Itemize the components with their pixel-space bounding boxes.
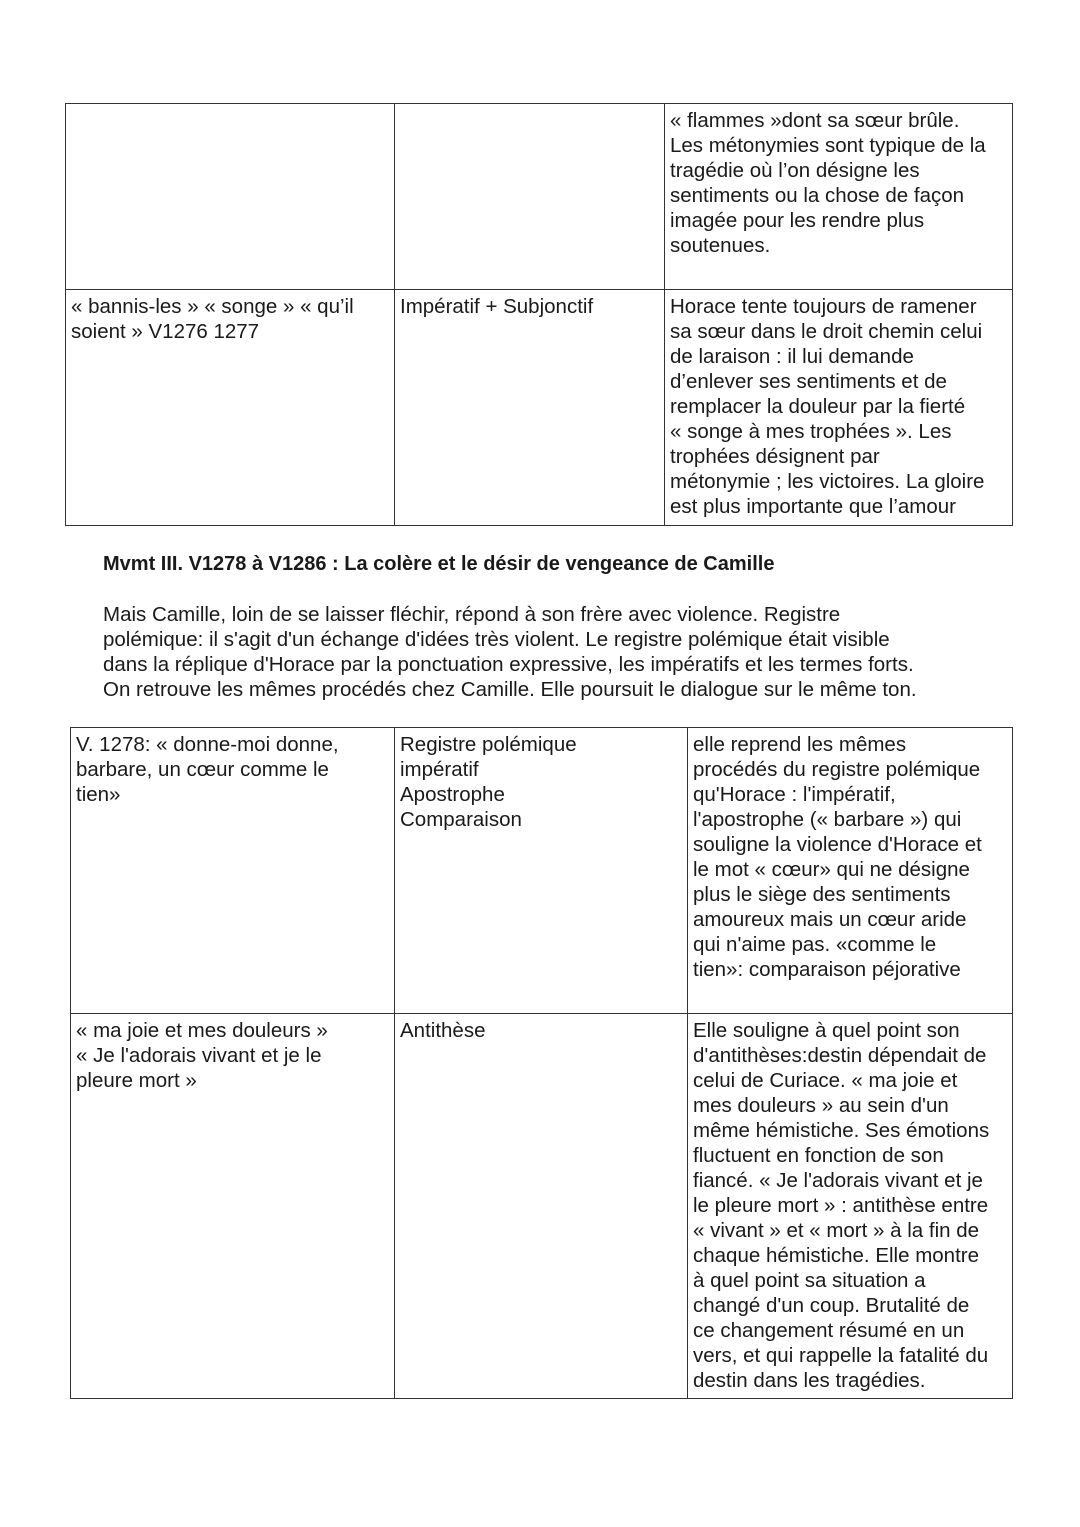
cell-line: soient » V1276 1277 (71, 320, 260, 343)
cell-line: le pleure mort » : antithèse entre (693, 1194, 989, 1217)
paragraph-line: On retrouve les mêmes procédés chez Camille. Elle poursuit le dialogue sur le même ton. (103, 678, 917, 701)
cell-line: barbare, un cœur comme le (76, 758, 329, 781)
cell-line: Registre polémique (400, 733, 577, 756)
cell-line: imagée pour les rendre plus (670, 209, 925, 232)
table-cell-analysis (665, 290, 1013, 526)
cell-line: tien»: comparaison péjorative (693, 958, 961, 981)
cell-line: qui n'aime pas. «comme le (693, 933, 937, 956)
cell-line: à quel point sa situation a (693, 1269, 926, 1292)
cell-line: vers, et qui rappelle la fatalité du (693, 1344, 989, 1367)
cell-line: « songe à mes trophées ». Les (670, 420, 952, 443)
cell-line: Comparaison (400, 808, 522, 831)
table-cell-device (395, 104, 665, 290)
cell-line: soutenues. (670, 234, 771, 257)
analysis-table-1 (65, 103, 1013, 526)
cell-line: « flammes »dont sa sœur brûle. (670, 109, 960, 132)
cell-line: plus le siège des sentiments (693, 883, 951, 906)
table-cell-analysis (688, 1014, 1013, 1399)
cell-line: Horace tente toujours de ramener (670, 295, 977, 318)
paragraph-line: dans la réplique d'Horace par la ponctuation expressive, les impératifs et les termes forts. (103, 653, 914, 676)
cell-line: « bannis-les » « songe » « qu’il (71, 295, 354, 318)
cell-line: l'apostrophe (« barbare ») qui (693, 808, 962, 831)
table-row (66, 104, 1013, 290)
cell-line: tragédie où l’on désigne les (670, 159, 920, 182)
cell-line: Antithèse (400, 1019, 486, 1042)
cell-line: celui de Curiace. « ma joie et (693, 1069, 958, 1092)
cell-line: Elle souligne à quel point son (693, 1019, 960, 1042)
cell-line: amoureux mais un cœur aride (693, 908, 967, 931)
table-cell-quote (71, 1014, 395, 1399)
cell-line: trophées désignent par (670, 445, 880, 468)
table-cell-analysis (665, 104, 1013, 290)
intro-paragraph (103, 602, 917, 702)
table-row (71, 1014, 1013, 1399)
section-heading: Mvmt III. V1278 à V1286 : La colère et le désir de vengeance de Camille (103, 553, 775, 575)
table-cell-analysis (688, 728, 1013, 1014)
cell-line: changé d'un coup. Brutalité de (693, 1294, 970, 1317)
cell-line: d’enlever ses sentiments et de (670, 370, 947, 393)
cell-line: métonymie ; les victoires. La gloire (670, 470, 985, 493)
table-row (66, 290, 1013, 526)
cell-line: tien» (76, 783, 121, 806)
cell-line: sentiments ou la chose de façon (670, 184, 965, 207)
cell-line: Apostrophe (400, 783, 505, 806)
cell-line: d'antithèses:destin dépendait de (693, 1044, 987, 1067)
table-cell-device (395, 728, 688, 1014)
cell-line: chaque hémistiche. Elle montre (693, 1244, 980, 1267)
cell-line: destin dans les tragédies. (693, 1369, 926, 1392)
cell-line: pleure mort » (76, 1069, 197, 1092)
cell-line: procédés du registre polémique (693, 758, 981, 781)
cell-line: le mot « cœur» qui ne désigne (693, 858, 970, 881)
cell-line: souligne la violence d'Horace et (693, 833, 982, 856)
analysis-table-2 (70, 727, 1013, 1399)
cell-line: impératif (400, 758, 479, 781)
cell-line: « ma joie et mes douleurs » (76, 1019, 328, 1042)
cell-line: Impératif + Subjonctif (400, 295, 594, 318)
cell-line: ce changement résumé en un (693, 1319, 965, 1342)
cell-line: « vivant » et « mort » à la fin de (693, 1219, 980, 1242)
cell-line: V. 1278: « donne-moi donne, (76, 733, 339, 756)
cell-line: Les métonymies sont typique de la (670, 134, 986, 157)
cell-line: « Je l'adorais vivant et je le (76, 1044, 322, 1067)
cell-line: elle reprend les mêmes (693, 733, 907, 756)
cell-line: sa sœur dans le droit chemin celui (670, 320, 983, 343)
table-cell-device (395, 290, 665, 526)
table-cell-quote (71, 728, 395, 1014)
cell-line: qu'Horace : l'impératif, (693, 783, 896, 806)
cell-line: même hémistiche. Ses émotions (693, 1119, 990, 1142)
table-cell-device (395, 1014, 688, 1399)
table-row (71, 728, 1013, 1014)
cell-line: est plus importante que l’amour (670, 495, 957, 518)
table-cell-quote (66, 104, 395, 290)
cell-line: remplacer la douleur par la fierté (670, 395, 966, 418)
cell-line: fluctuent en fonction de son (693, 1144, 944, 1167)
cell-line: mes douleurs » au sein d'un (693, 1094, 949, 1117)
cell-line: de laraison : il lui demande (670, 345, 914, 368)
table-cell-quote (66, 290, 395, 526)
paragraph-line: polémique: il s'agit d'un échange d'idées très violent. Le registre polémique était visible (103, 628, 890, 651)
paragraph-line: Mais Camille, loin de se laisser fléchir, répond à son frère avec violence. Registre (103, 603, 841, 626)
cell-line: fiancé. « Je l'adorais vivant et je (693, 1169, 983, 1192)
